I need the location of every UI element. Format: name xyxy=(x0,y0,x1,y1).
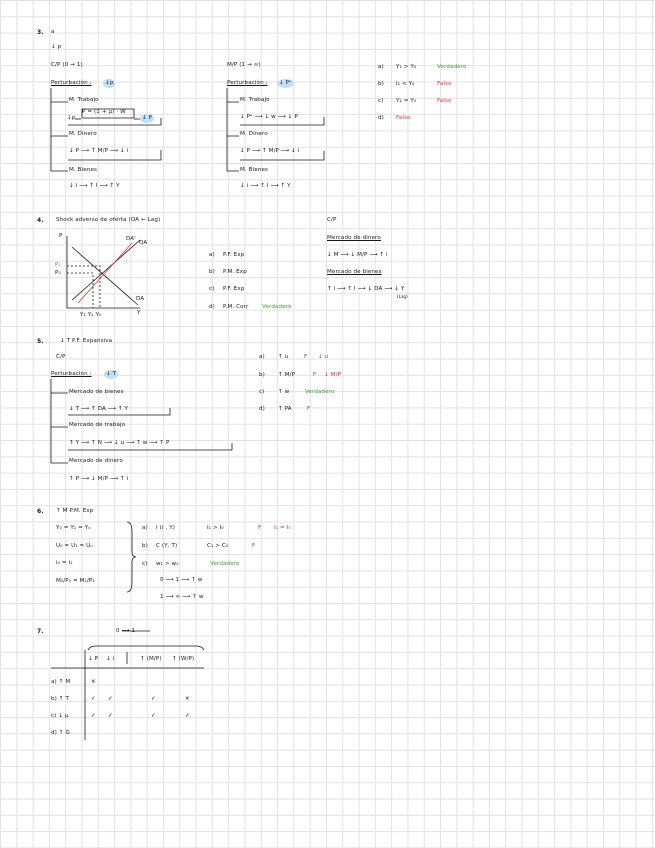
col1-bienes-chain: ↓ i ⟶ ↑ I ⟶ ↑ Y xyxy=(69,183,120,189)
s6-chain-1-inf: 1 ⟶ ∞ ⟶ ↑ w xyxy=(160,594,204,600)
graph-p-axis-label: P xyxy=(59,233,63,239)
col2-perturbation-value: ↓ Pᵉ xyxy=(279,80,292,86)
s3-answer-b-expr: I₁ < Y₀ xyxy=(396,81,415,87)
s5-bracket-dinero xyxy=(51,427,68,463)
s7-brace xyxy=(88,646,204,650)
s5-answer-c-label: c) xyxy=(259,389,265,395)
s5-answer-b-correction: ↓ M/P xyxy=(324,372,342,378)
table-row-c-label: c) ↓ μ xyxy=(51,713,69,719)
s4-item-c-label: c) xyxy=(209,286,215,292)
table-row-b-c4: ✕ xyxy=(185,696,190,702)
graph-label-p1: P₁ xyxy=(55,262,61,268)
section-3-number: 3. xyxy=(37,29,44,36)
table-col-wp: ↑ (W/P) xyxy=(172,656,195,662)
s6-eq-unemployment: U₀ = U₁ = Uₙ xyxy=(56,543,93,549)
graph-label-da-shifted: DA' xyxy=(126,236,136,242)
s5-answer-b-expr: ↑ M/P xyxy=(278,372,296,378)
s6-answer-a-correction: I₁ = I₀ xyxy=(274,525,291,531)
s5-bracket-trabajo xyxy=(51,393,68,427)
s4-right-bienes-chain: ↑ i ⟶ ↑ I ⟶ ↓ DA ⟶ ↓ Y xyxy=(327,286,405,292)
table-row-d-label: d) ↑ G xyxy=(51,730,70,736)
table-row-b-c1: ✓ xyxy=(91,696,96,702)
s3-answer-c-verdict: Falso xyxy=(437,98,452,104)
col2-trabajo-chain: ↓ Pᵉ ⟶ ↓ w ⟶ ↓ P xyxy=(240,114,298,120)
graph-oa-curve xyxy=(72,240,140,300)
s4-item-d-verdict: Verdadero xyxy=(262,304,292,310)
s4-item-b-text: P.M. Exp xyxy=(223,269,247,275)
section-6-number: 6. xyxy=(37,508,44,515)
s3-answer-b-label: b) xyxy=(378,81,384,87)
s6-answer-a-expr: I (i , Y) xyxy=(156,525,175,531)
table-row-c-c3: ✓ xyxy=(151,713,156,719)
col2-market-trabajo: M. Trabajo xyxy=(240,97,270,103)
graph-oa-shifted-curve xyxy=(78,243,132,303)
s4-item-d-label: d) xyxy=(209,304,215,310)
col1-dinero-chain: ↓ P ⟶ ↑ M/P ⟶ ↓ i xyxy=(69,148,129,154)
graph-da-curve xyxy=(72,247,138,305)
graph-label-p0: P₀ xyxy=(55,270,61,276)
col1-perturbation-label: Perturbación : xyxy=(51,80,92,86)
col2-market-dinero: M. Dinero xyxy=(240,131,268,137)
s5-dinero-chain: ↑ P ⟶ ↓ M/P ⟶ ↑ i xyxy=(69,476,129,482)
s5-answer-a-correction: ↓ u xyxy=(318,354,329,360)
s4-item-a-text: P.F. Exp xyxy=(223,252,245,258)
s4-right-mercado-bienes: Mercado de bienes xyxy=(327,269,382,275)
s6-answer-c-label: c) xyxy=(142,561,148,567)
s6-answer-a-verdict: F xyxy=(258,525,262,531)
s6-answer-c-verdict: Verdadero xyxy=(210,561,240,567)
graph-dashed-p1 xyxy=(67,266,100,308)
s6-chain-0-1: 0 ⟶ 1 ⟶ ↑ w xyxy=(160,577,203,583)
s5-mercado-trabajo: Mercado de trabajo xyxy=(69,422,126,428)
s3-answer-c-label: c) xyxy=(378,98,384,104)
section-6-heading: ↑ M P.M. Exp xyxy=(56,508,94,514)
col1-bracket-trabajo xyxy=(51,88,68,102)
table-col-mp: ↑ (M/P) xyxy=(140,656,162,662)
s6-answer-b-comparison: C₁ > C₀ xyxy=(207,543,229,549)
s6-answer-b-label: b) xyxy=(142,543,148,549)
s5-bienes-chain: ↓ T ⟶ ↑ DA ⟶ ↑ Y xyxy=(69,406,129,412)
s5-underline-bienes xyxy=(68,408,170,415)
s3-answer-c-expr: Y₂ = Y₀ xyxy=(396,98,417,104)
table-col-di: ↓ i xyxy=(106,656,115,662)
col2-heading: M/P (1 → ∞) xyxy=(227,62,261,68)
col1-heading: C/P (0 → 1) xyxy=(51,62,83,68)
s3-answer-a-verdict: Verdadero xyxy=(437,64,467,70)
col1-eq-right: ↓ P xyxy=(142,115,153,121)
col1-market-dinero: M. Dinero xyxy=(69,131,97,137)
table-row-a-label: a) ↑ M xyxy=(51,679,71,685)
table-row-b-c3: ✓ xyxy=(151,696,156,702)
s5-answer-c-expr: ↑ w xyxy=(278,389,290,395)
s4-item-d-text: P.M. Corr xyxy=(223,304,249,310)
col1-underline-trabajo xyxy=(68,118,161,125)
section-7-heading: 0 ⟶ 1 xyxy=(116,628,136,634)
section-3-shock: ↓ p xyxy=(51,44,62,50)
col2-bracket-trabajo xyxy=(227,88,239,102)
col1-underline-dinero xyxy=(68,150,161,160)
section-4-title: Shock adverso de oferta (OA ← Lag) xyxy=(56,217,161,223)
table-row-b-c2: ✓ xyxy=(108,696,113,702)
s5-underline-trabajo xyxy=(68,443,232,450)
col2-dinero-chain: ↓ P ⟶ ↑ M/P ⟶ ↓ i xyxy=(240,148,300,154)
s5-trabajo-chain: ↑ Y ⟶ ↑ N ⟶ ↓ u ⟶ ↑ w ⟶ ↑ P xyxy=(69,440,170,446)
s3-answer-d-verdict: Falso xyxy=(396,115,411,121)
col2-underline-dinero xyxy=(240,151,324,160)
s4-right-mercado-dinero: Mercado de dinero xyxy=(327,235,381,241)
table-row-c-c4: ✓ xyxy=(185,713,190,719)
s4-item-b-label: b) xyxy=(209,269,215,275)
s6-answer-b-expr: C (Y, T) xyxy=(156,543,178,549)
col1-eq-box: P = (1 + μ) · W xyxy=(82,109,126,115)
col2-underline-trabajo xyxy=(240,117,324,125)
s3-answer-b-verdict: Falso xyxy=(437,81,452,87)
s6-answer-c-expr: w₁ > w₀ xyxy=(156,561,179,567)
col2-market-bienes: M. Bienes xyxy=(240,167,269,173)
section-5-number: 5. xyxy=(37,338,44,345)
col1-bracket-bienes xyxy=(51,136,68,171)
s6-curly-brace xyxy=(127,522,136,592)
s5-answer-d-label: d) xyxy=(259,406,265,412)
col1-eq-left: ↓p xyxy=(67,115,76,121)
s5-answer-a-verdict: F xyxy=(304,354,308,360)
col2-bracket-dinero xyxy=(227,102,239,136)
graph-label-oa: OA xyxy=(139,240,148,246)
col1-eq-box-frame xyxy=(82,109,134,118)
s4-right-dinero-chain: ↓ M ⟶ ↓ M/P ⟶ ↑ i xyxy=(327,252,388,258)
table-col-dp: ↓ P xyxy=(88,656,99,662)
s5-perturbation-label: Perturbación : xyxy=(51,371,92,377)
s6-answer-a-comparison: I₁ > I₀ xyxy=(207,525,224,531)
s5-mercado-bienes: Mercado de bienes xyxy=(69,389,124,395)
s4-item-c-text: P.F. Exp xyxy=(223,286,245,292)
s6-eq-real-money: M₀/P₀ = M₁/P₁ xyxy=(56,578,95,584)
col1-bracket-dinero xyxy=(51,102,68,136)
graph-y-axis-label: Y xyxy=(137,310,141,316)
s5-answer-b-label: b) xyxy=(259,372,265,378)
s6-answer-b-verdict: F xyxy=(252,543,256,549)
table-row-a-c1: ✕ xyxy=(91,679,96,685)
s3-answer-a-expr: Y₁ > Y₀ xyxy=(396,64,417,70)
s6-answer-a-label: a) xyxy=(142,525,148,531)
s5-mercado-dinero: Mercado de dinero xyxy=(69,458,123,464)
section-3-part: a xyxy=(51,29,55,35)
section-7-number: 7. xyxy=(37,628,44,635)
s5-cp: C/P xyxy=(56,354,66,360)
col2-perturbation-label: Perturbación : xyxy=(227,80,268,86)
s3-answer-d-label: d) xyxy=(378,115,384,121)
table-row-c-c1: ✓ xyxy=(91,713,96,719)
section-4-number: 4. xyxy=(37,217,44,224)
s6-eq-output: Y₀ = Y₁ = Yₙ xyxy=(56,525,91,531)
s4-item-a-label: a) xyxy=(209,252,215,258)
s4-right-heading: C/P xyxy=(327,217,337,223)
col2-bracket-bienes xyxy=(227,136,239,171)
section-5-heading: ↓ T P.F. Expansiva xyxy=(60,338,113,344)
table-row-b-label: b) ↑ T xyxy=(51,696,69,702)
s5-bracket-bienes xyxy=(51,379,68,393)
table-row-c-c2: ✓ xyxy=(108,713,113,719)
graph-label-da: DA xyxy=(136,296,145,302)
s5-answer-d-expr: ↑ PA xyxy=(278,406,292,412)
graph-x-labels: Y₁ Y₂ Y₀ xyxy=(80,312,102,318)
s3-answer-a-label: a) xyxy=(378,64,384,70)
s4-right-lag: (Lag) xyxy=(397,294,408,299)
s5-answer-b-verdict: F xyxy=(313,372,317,378)
s5-answer-d-verdict: F xyxy=(307,406,311,412)
col1-market-bienes: M. Bienes xyxy=(69,167,98,173)
col2-bienes-chain: ↓ i ⟶ ↑ I ⟶ ↑ Y xyxy=(240,183,291,189)
s6-eq-interest: i₀ = i₁ xyxy=(56,560,73,566)
col1-market-trabajo: M. Trabajo xyxy=(69,97,99,103)
s5-answer-a-label: a) xyxy=(259,354,265,360)
s5-answer-a-expr: ↑ u xyxy=(278,354,289,360)
s5-answer-c-verdict: Verdadero xyxy=(305,389,335,395)
col1-perturbation-value: ↓p xyxy=(105,80,114,86)
s5-perturbation-value: ↓ T xyxy=(106,371,117,377)
